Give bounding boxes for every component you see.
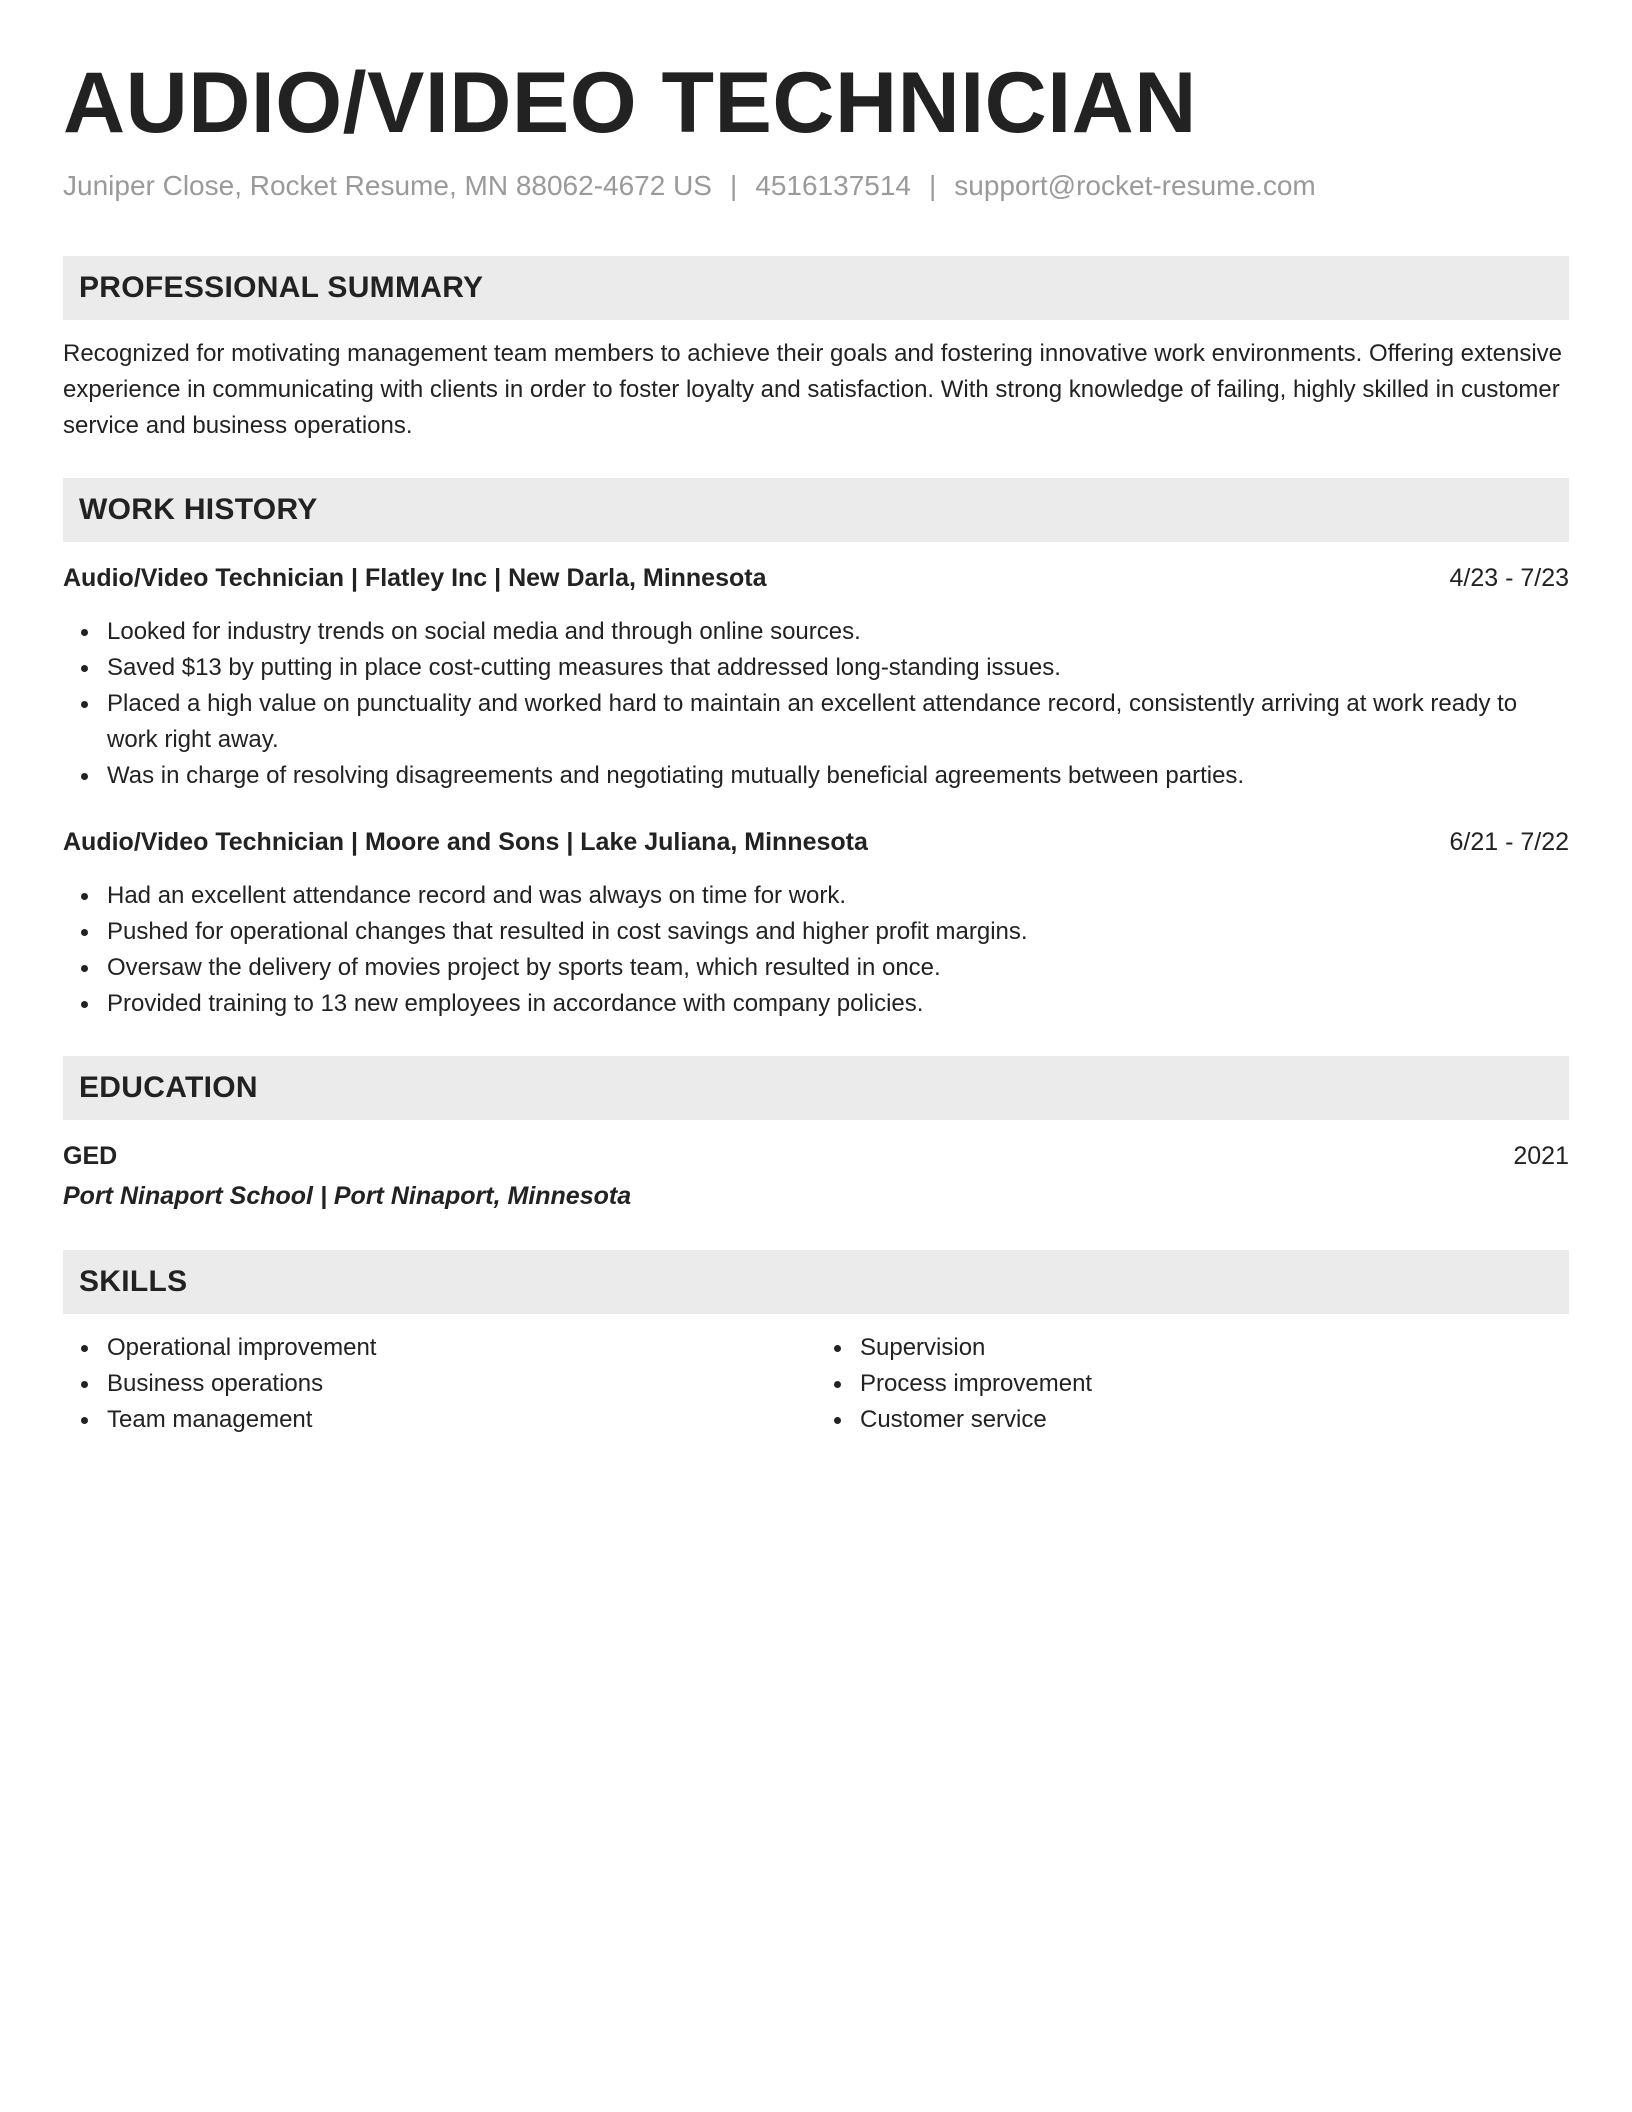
list-item: Placed a high value on punctuality and worked hard to maintain an excellent attendance record, consistently arriving at work ready to work right away. bbox=[107, 686, 1569, 758]
skill-item: Supervision bbox=[860, 1330, 1569, 1366]
school: Port Ninaport School | Port Ninaport, Minnesota bbox=[63, 1182, 632, 1210]
section-heading-education: EDUCATION bbox=[63, 1056, 1569, 1120]
job-title: Audio/Video Technician | Flatley Inc | New Darla, Minnesota bbox=[63, 564, 767, 592]
job-header bbox=[63, 824, 1569, 860]
list-item: Provided training to 13 new employees in accordance with company policies. bbox=[107, 986, 1569, 1022]
contact-separator: | bbox=[929, 170, 937, 201]
skills-grid bbox=[63, 1330, 1569, 1438]
education-header bbox=[63, 1138, 1569, 1174]
job-bullets bbox=[63, 614, 1569, 794]
section-heading-skills: SKILLS bbox=[63, 1250, 1569, 1314]
contact-line bbox=[63, 168, 1569, 204]
list-item: Had an excellent attendance record and was always on time for work. bbox=[107, 878, 1569, 914]
resume-title: AUDIO/VIDEO TECHNICIAN bbox=[63, 55, 1197, 151]
list-item: Was in charge of resolving disagreements and negotiating mutually beneficial agreements between parties. bbox=[107, 758, 1569, 794]
list-item: Pushed for operational changes that resulted in cost savings and higher profit margins. bbox=[107, 914, 1569, 950]
skill-item: Operational improvement bbox=[107, 1330, 816, 1366]
section-heading-summary: PROFESSIONAL SUMMARY bbox=[63, 256, 1569, 320]
job-bullets bbox=[63, 878, 1569, 1022]
list-item: Looked for industry trends on social media and through online sources. bbox=[107, 614, 1569, 650]
skills-column-right bbox=[816, 1330, 1569, 1438]
job-title: Audio/Video Technician | Moore and Sons | Lake Juliana, Minnesota bbox=[63, 828, 868, 856]
contact-separator: | bbox=[729, 170, 738, 201]
skill-item: Customer service bbox=[860, 1402, 1569, 1438]
skill-item: Process improvement bbox=[860, 1366, 1569, 1402]
skill-item: Business operations bbox=[107, 1366, 816, 1402]
job-entry bbox=[63, 824, 1569, 1022]
summary-text: Recognized for motivating management team members to achieve their goals and fostering innovative work environments. Offering extensive experience in communicating with clients in order to foster loyalty and satisfaction. With strong knowledge of failing, highly skilled in customer service and business operations. bbox=[63, 340, 1562, 439]
job-dates: 4/23 - 7/23 bbox=[1449, 564, 1569, 592]
list-item: Saved $13 by putting in place cost-cutting measures that addressed long-standing issues. bbox=[107, 650, 1569, 686]
degree: GED bbox=[63, 1142, 118, 1170]
job-dates: 6/21 - 7/22 bbox=[1449, 828, 1569, 856]
graduation-year: 2021 bbox=[1513, 1142, 1569, 1170]
skills-list bbox=[63, 1330, 816, 1438]
section-heading-work-history: WORK HISTORY bbox=[63, 478, 1569, 542]
contact-address: Juniper Close, Rocket Resume, MN 88062-4672 US bbox=[63, 170, 712, 201]
education-entry bbox=[63, 1138, 1569, 1214]
skill-item: Team management bbox=[107, 1402, 816, 1438]
contact-email: support@rocket-resume.com bbox=[954, 170, 1316, 201]
job-header bbox=[63, 560, 1569, 596]
contact-phone: 4516137514 bbox=[755, 170, 911, 201]
skills-list bbox=[816, 1330, 1569, 1438]
job-entry bbox=[63, 560, 1569, 794]
skills-column-left bbox=[63, 1330, 816, 1438]
list-item: Oversaw the delivery of movies project by sports team, which resulted in once. bbox=[107, 950, 1569, 986]
